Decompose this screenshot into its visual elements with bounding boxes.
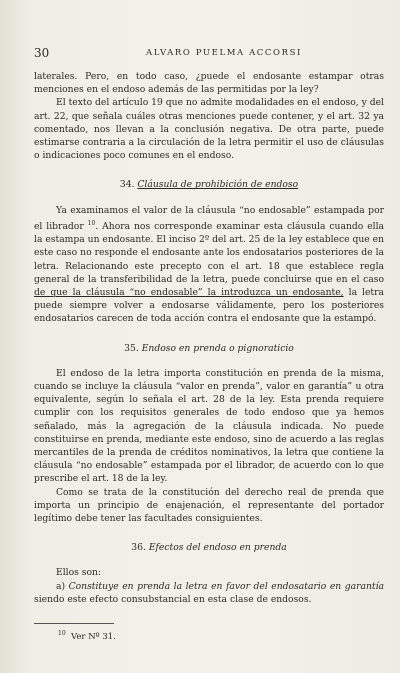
paragraph-4: El endoso de la letra importa constitución en prenda de la misma, cuando se incluye la cláusula “valor en prenda”, valor en garantía” u otra equivalente, según lo señala el art. 28 de la ley. Esta prenda requiere cumplir con los requisitos generales de todo endoso que ya hemos señalado, más la agregación de la cláusula indicada. No puede constituirse en prenda, mediante este endoso, sino de acuerdo a las reglas mercantiles de la prenda de créditos nominativos, la letra que contiene la cláusula “no endosable” estampada por el librador, de acuerdo con lo que prescribe el art. 18 de la ley. [34, 367, 384, 485]
paragraph-7-rest: siendo este efecto consubstancial en esta clase de endosos. [34, 593, 312, 605]
section-36-heading [34, 541, 384, 554]
section-36-title: Efectos del endoso en prenda [148, 542, 287, 554]
running-head: ALVARO PUELMA ACCORSI [146, 48, 302, 58]
section-34-number: 34. [119, 179, 135, 191]
paragraph-6: Ellos son: [56, 567, 102, 579]
section-36-number: 36. [131, 542, 146, 554]
paragraph-3-underlined: de que la cláusula “no endosable” la introduzca un endosante, [34, 286, 344, 298]
section-35-heading [34, 342, 384, 355]
page-header [34, 46, 380, 62]
section-35-number: 35. [124, 342, 139, 354]
paragraph-7-lead: a) [56, 580, 69, 592]
paragraph-1: laterales. Pero, en todo caso, ¿puede el endosante estampar otras menciones en el endoso además de las permitidas por la ley? [34, 71, 384, 96]
paragraph-5: Como se trata de la constitución del derecho real de prenda que importa un principio de enajenación, el representante del portador legítimo debe tener las facultades consiguientes. [34, 486, 384, 524]
paragraph-2: El texto del artículo 19 que no admite modalidades en el endoso, y del art. 22, que señala cuáles otras menciones puede contener, y el art. 32 ya comentado, nos llevan a la conclusión negativa. De otra parte, puede estimarse contraria a la circulación de la letra permitir el uso de cláusulas o indicaciones poco comunes en el endoso. [34, 97, 384, 162]
section-34-title: Cláusula de prohibición de endoso [137, 179, 299, 191]
paragraph-3-part-b: . Ahora nos corresponde examinar esta cláusula cuando ella la estampa un endosante. El inciso 2º del art. 25 de la ley establece que en este caso no responde el endosante ante los endosatarios posteriores de la letra. Relacionando este precepto con el art. 18 que establece regla general de la transferibilidad de la letra, puede concluirse que en el caso [34, 220, 384, 285]
footnote-rule [34, 623, 114, 624]
paragraph-3 [34, 204, 384, 326]
page-body [34, 70, 384, 606]
paragraph-7 [34, 580, 384, 606]
section-34-heading [34, 178, 384, 191]
footnote [58, 630, 116, 642]
page-number: 30 [34, 46, 50, 60]
paragraph-7-italic: Constituye en prenda la letra en favor del endosatario en garantía [68, 580, 384, 592]
paragraph-3-part-a: Ya examinamos el valor de la cláusula “no endosable” estampada por el librador [34, 204, 384, 232]
section-35-title: Endoso en prenda o pignoraticio [141, 342, 294, 354]
paragraph-3-part-c: la letra puede siempre volver a endosarse válidamente, pero los posteriores endosatarios carecen de toda acción contra el endosante que la estampó. [34, 286, 384, 325]
footnote-ref: 10 [87, 219, 96, 227]
footnote-number: 10 [58, 630, 66, 637]
footnote-text: Ver Nº 31. [71, 631, 116, 642]
